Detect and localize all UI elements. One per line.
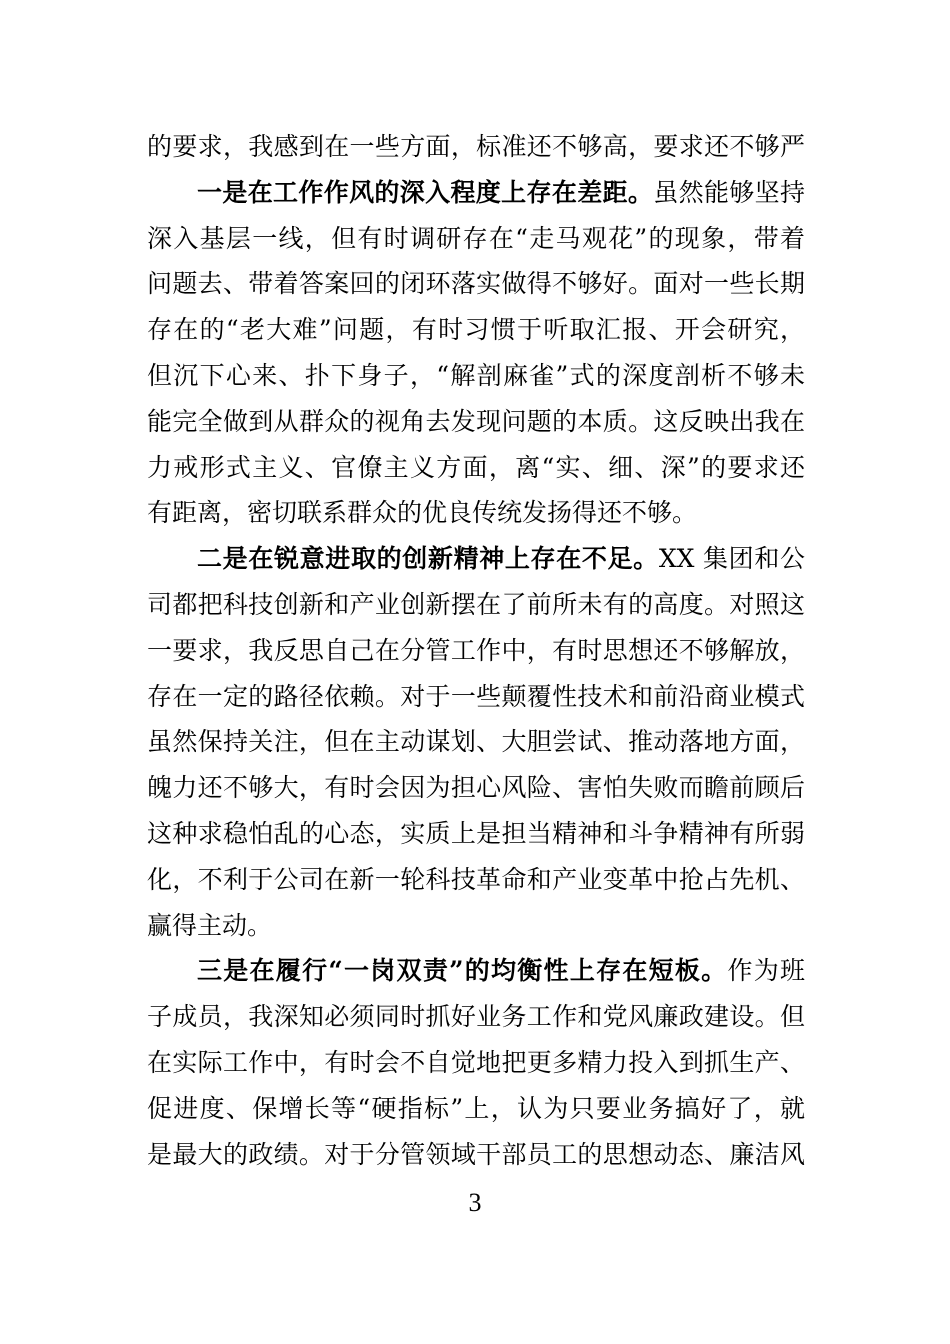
text-line: 司都把科技创新和产业创新摆在了前所未有的高度。对照这 bbox=[147, 589, 805, 619]
text-line: 化，不利于公司在新一轮科技革命和产业变革中抢占先机、 bbox=[147, 864, 805, 894]
paragraph-heading: 一是在工作作风的深入程度上存在差距。 bbox=[197, 177, 654, 207]
text-line: 的要求，我感到在一些方面，标准还不够高，要求还不够严 bbox=[147, 132, 805, 161]
text-line: 但沉下心来、扑下身子，“解剖麻雀”式的深度剖析不够未 bbox=[147, 360, 805, 390]
paragraph-heading-line bbox=[147, 170, 805, 216]
text-line: 能完全做到从群众的视角去发现问题的本质。这反映出我在 bbox=[147, 406, 805, 436]
page-number: 3 bbox=[468, 1188, 482, 1217]
text-line: 虽然保持关注，但在主动谋划、大胆尝试、推动落地方面， bbox=[147, 727, 805, 757]
text-line: 是最大的政绩。对于分管领域干部员工的思想动态、廉洁风 bbox=[147, 1139, 805, 1169]
text-line: 促进度、保增长等“硬指标”上，认为只要业务搞好了，就 bbox=[147, 1093, 805, 1123]
text-span: 作为班 bbox=[727, 956, 805, 986]
text-line: 魄力还不够大，有时会因为担心风险、害怕失败而瞻前顾后 bbox=[147, 773, 805, 803]
text-line: 一要求，我反思自己在分管工作中，有时思想还不够解放， bbox=[147, 635, 805, 665]
paragraph-heading-line bbox=[147, 536, 805, 582]
text-line: 力戒形式主义、官僚主义方面，离“实、细、深”的要求还 bbox=[147, 452, 805, 482]
text-line: 这种求稳怕乱的心态，实质上是担当精神和斗争精神有所弱 bbox=[147, 818, 805, 848]
document-body bbox=[147, 124, 805, 1177]
text-line: 在实际工作中，有时会不自觉地把更多精力投入到抓生产、 bbox=[147, 1047, 805, 1077]
text-line: 有距离，密切联系群众的优良传统发扬得还不够。 bbox=[147, 498, 698, 528]
paragraph-heading-line bbox=[147, 948, 805, 994]
text-line: 赢得主动。 bbox=[147, 910, 273, 940]
paragraph-heading: 二是在锐意进取的创新精神上存在不足。 bbox=[197, 544, 659, 574]
text-line: 深入基层一线，但有时调研存在“走马观花”的现象，带着 bbox=[147, 223, 805, 253]
text-line: 问题去、带着答案回的闭环落实做得不够好。面对一些长期 bbox=[147, 269, 805, 299]
text-line: 子成员，我深知必须同时抓好业务工作和党风廉政建设。但 bbox=[147, 1002, 805, 1032]
text-span: 虽然能够坚持 bbox=[653, 177, 805, 207]
text-line: 存在一定的路径依赖。对于一些颠覆性技术和前沿商业模式 bbox=[147, 681, 805, 711]
text-line: 存在的“老大难”问题，有时习惯于听取汇报、开会研究， bbox=[147, 315, 805, 345]
paragraph-heading: 三是在履行“一岗双责”的均衡性上存在短板。 bbox=[197, 956, 728, 986]
text-span: XX 集团和公 bbox=[658, 544, 805, 574]
